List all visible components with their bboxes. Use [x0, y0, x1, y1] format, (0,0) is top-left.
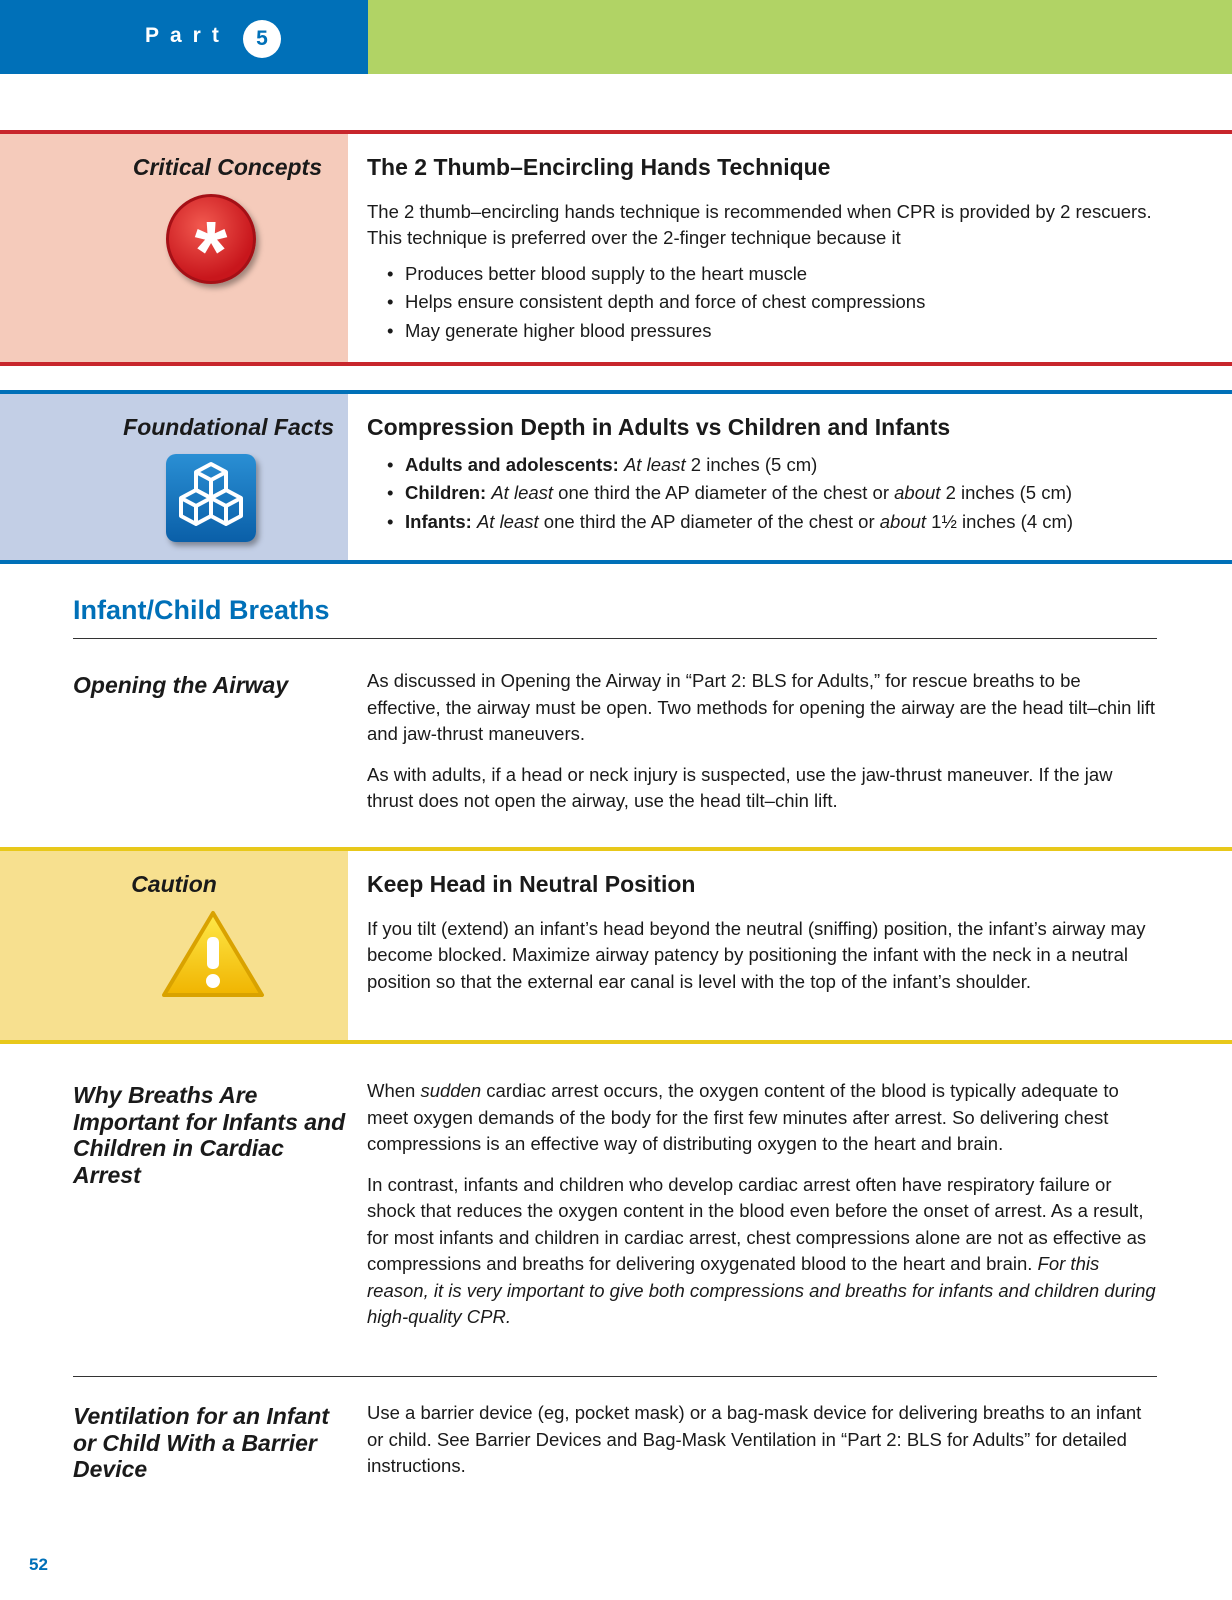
- ventilation-text: Use a barrier device (eg, pocket mask) or a bag-mask device for delivering breaths to an infant or child. See Barrier Devices and Bag-Mask Ventilation in “Part 2: BLS for Adults” for detailed instructions.: [367, 1402, 1142, 1476]
- critical-concepts-box: [0, 130, 1232, 366]
- critical-intro: The 2 thumb–encircling hands technique is recommended when CPR is provided by 2 rescuers. This technique is preferred over the 2-finger technique because it: [367, 200, 1152, 248]
- header-accent: [368, 0, 1232, 74]
- caution-box: [0, 847, 1232, 1044]
- caution-title: Keep Head in Neutral Position: [367, 871, 696, 897]
- list-item: • May generate higher blood pressures: [387, 317, 1157, 346]
- cubes-icon: [166, 454, 256, 542]
- why-breaths-label: Why Breaths Are Important for Infants and Children in Cardiac Arrest: [73, 1082, 346, 1188]
- part-label: Part: [145, 24, 230, 47]
- airway-paragraph-1: As discussed in Opening the Airway in “Part 2: BLS for Adults,” for rescue breaths to be effective, the airway must be open. Two methods for opening the airway are the head tilt–chin lift and jaw-thrust maneuvers.: [367, 670, 1156, 744]
- list-item: • Infants: At least one third the AP diameter of the chest or about 1½ inches (4 cm): [387, 508, 1157, 537]
- airway-paragraph-2: As with adults, if a head or neck injury is suspected, use the jaw-thrust maneuver. If the jaw thrust does not open the airway, use the head tilt–chin lift.: [367, 763, 1113, 811]
- caution-text: If you tilt (extend) an infant’s head beyond the neutral (sniffing) position, the infant’s airway may become blocked. Maximize airway patency by positioning the infant with the neck in a neutral position so that the external ear canal is level with the top of the infant’s shoulder.: [367, 917, 1146, 992]
- opening-airway-label: Opening the Airway: [73, 672, 289, 698]
- list-item: • Children: At least one third the AP diameter of the chest or about 2 inches (5 cm): [387, 479, 1157, 508]
- list-item: • Adults and adolescents: At least 2 inches (5 cm): [387, 451, 1157, 480]
- page-number: 52: [29, 1555, 48, 1574]
- list-item: • Produces better blood supply to the heart muscle: [387, 260, 1157, 289]
- divider: [73, 638, 1157, 639]
- critical-bullets: [367, 260, 1157, 346]
- divider: [73, 1376, 1157, 1377]
- why-paragraph-2: In contrast, infants and children who develop cardiac arrest often have respiratory failure or shock that reduces the oxygen content in the blood even before the onset of arrest. As a result, for most infants and children in cardiac arrest, chest compressions alone are not as effective as compressions and breaths for delivering oxygenated blood to the heart and brain. For this reason, it is very important to give both compressions and breaths for infants and children during high-quality CPR.: [367, 1173, 1156, 1327]
- section-title: Infant/Child Breaths: [73, 595, 330, 625]
- critical-concepts-label: Critical Concepts: [132, 154, 322, 180]
- ventilation-label: Ventilation for an Infant or Child With a Barrier Device: [73, 1403, 329, 1482]
- why-paragraph-1: When sudden cardiac arrest occurs, the oxygen content of the blood is typically adequate to meet oxygen demands of the body for the first few minutes after arrest. So delivering chest compressions is an effective way of distributing oxygen to the heart and brain.: [367, 1080, 1119, 1154]
- foundational-facts-box: [0, 390, 1232, 564]
- foundational-title: Compression Depth in Adults vs Children and Infants: [367, 414, 951, 440]
- foundational-bullets: [367, 451, 1157, 537]
- asterisk-icon: *: [166, 194, 256, 284]
- caution-label: Caution: [131, 871, 217, 897]
- part-number: 5: [243, 20, 281, 58]
- warning-icon: [160, 909, 266, 1006]
- foundational-facts-label: Foundational Facts: [123, 414, 334, 440]
- list-item: • Helps ensure consistent depth and force of chest compressions: [387, 288, 1157, 317]
- critical-title: The 2 Thumb–Encircling Hands Technique: [367, 154, 831, 180]
